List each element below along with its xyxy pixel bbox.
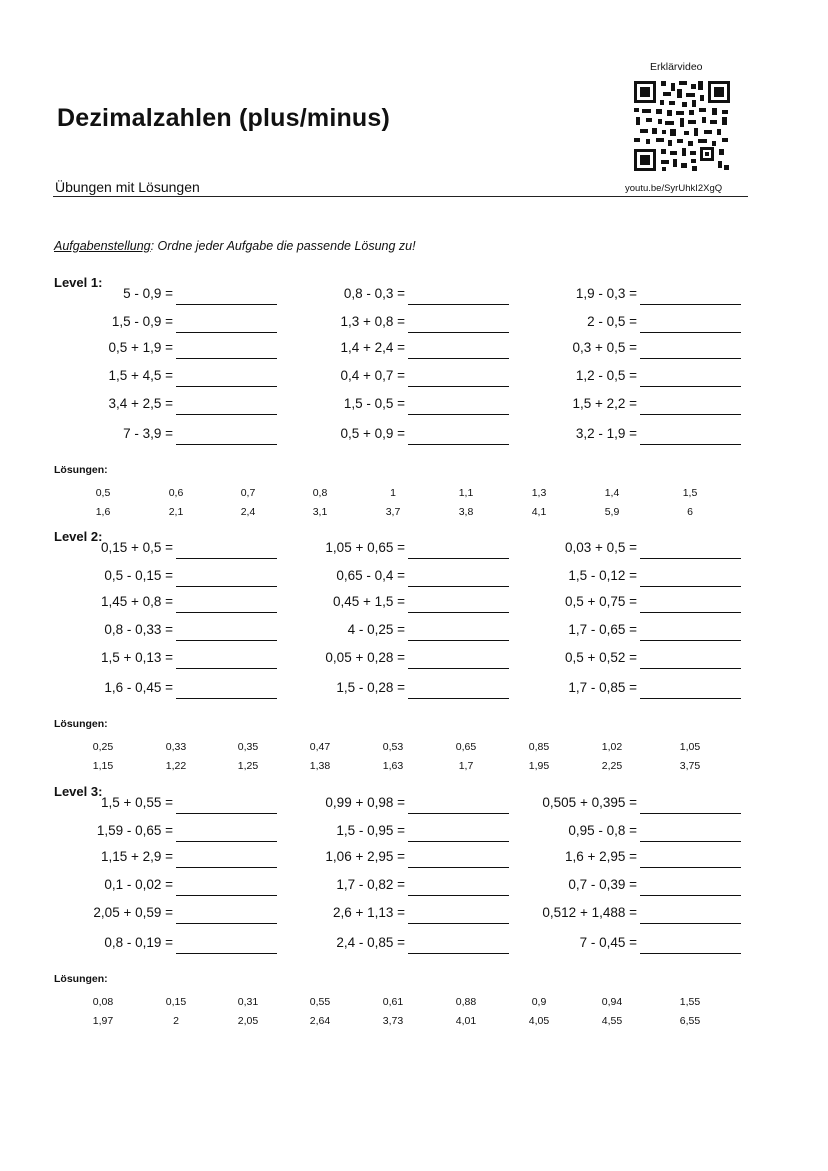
- problem-expression: 1,06 + 2,95 =: [325, 849, 405, 864]
- answer-line[interactable]: [640, 640, 741, 641]
- problem-expression: 0,5 + 0,52 =: [564, 650, 637, 665]
- solution-value: 4,01: [455, 1015, 477, 1027]
- qr-caption: Erklärvideo: [650, 61, 703, 73]
- answer-line[interactable]: [176, 612, 277, 613]
- problem-expression: 7 - 0,45 =: [579, 935, 637, 950]
- answer-line[interactable]: [640, 444, 741, 445]
- answer-line[interactable]: [408, 332, 509, 333]
- solution-value: 3,1: [312, 506, 328, 518]
- solution-value: 3,7: [385, 506, 401, 518]
- answer-line[interactable]: [408, 668, 509, 669]
- solution-value: 2,4: [240, 506, 256, 518]
- answer-line[interactable]: [408, 841, 509, 842]
- solution-value: 2: [173, 1015, 179, 1027]
- problem-expression: 0,5 + 0,9 =: [340, 426, 405, 441]
- solution-value: 0,94: [601, 996, 623, 1008]
- solution-value: 0,53: [382, 741, 404, 753]
- answer-line[interactable]: [176, 304, 277, 305]
- answer-line[interactable]: [176, 813, 277, 814]
- answer-line[interactable]: [408, 895, 509, 896]
- answer-line[interactable]: [176, 698, 277, 699]
- answer-line[interactable]: [176, 444, 277, 445]
- problem-expression: 2,05 + 0,59 =: [93, 905, 173, 920]
- answer-line[interactable]: [176, 923, 277, 924]
- problem-expression: 7 - 3,9 =: [123, 426, 173, 441]
- problem-expression: 1,9 - 0,3 =: [575, 286, 637, 301]
- level-label: Level 2:: [54, 529, 103, 544]
- solution-value: 2,1: [168, 506, 184, 518]
- answer-line[interactable]: [176, 586, 277, 587]
- solution-value: 4,1: [531, 506, 547, 518]
- answer-line[interactable]: [176, 358, 277, 359]
- problem-expression: 1,2 - 0,5 =: [575, 368, 637, 383]
- answer-line[interactable]: [176, 953, 277, 954]
- solution-value: 1,63: [382, 760, 404, 772]
- solution-value: 0,65: [455, 741, 477, 753]
- problem-expression: 0,5 - 0,15 =: [104, 568, 173, 583]
- qr-code-icon[interactable]: [634, 81, 730, 171]
- solutions-label: Lösungen:: [54, 718, 108, 730]
- solution-value: 0,9: [531, 996, 547, 1008]
- answer-line[interactable]: [408, 640, 509, 641]
- answer-line[interactable]: [176, 895, 277, 896]
- problem-expression: 1,5 - 0,12 =: [568, 568, 637, 583]
- solution-value: 2,64: [309, 1015, 331, 1027]
- answer-line[interactable]: [640, 558, 741, 559]
- problem-expression: 0,05 + 0,28 =: [325, 650, 405, 665]
- problem-expression: 1,5 + 0,55 =: [100, 795, 173, 810]
- answer-line[interactable]: [176, 332, 277, 333]
- solution-value: 0,31: [237, 996, 259, 1008]
- problem-expression: 1,7 - 0,82 =: [336, 877, 405, 892]
- solution-value: 4,55: [601, 1015, 623, 1027]
- solutions-label: Lösungen:: [54, 973, 108, 985]
- solution-value: 1,02: [601, 741, 623, 753]
- problem-expression: 2,4 - 0,85 =: [336, 935, 405, 950]
- problem-expression: 4 - 0,25 =: [347, 622, 405, 637]
- solution-value: 0,6: [168, 487, 184, 499]
- solution-value: 4,05: [528, 1015, 550, 1027]
- solution-value: 0,55: [309, 996, 331, 1008]
- answer-line[interactable]: [640, 895, 741, 896]
- answer-line[interactable]: [408, 444, 509, 445]
- problem-expression: 0,8 - 0,19 =: [104, 935, 173, 950]
- answer-line[interactable]: [408, 358, 509, 359]
- qr-url: youtu.be/SyrUhkI2XgQ: [625, 183, 723, 194]
- solution-value: 0,33: [165, 741, 187, 753]
- answer-line[interactable]: [640, 304, 741, 305]
- answer-line[interactable]: [408, 813, 509, 814]
- solution-value: 2,25: [601, 760, 623, 772]
- solution-value: 1,6: [95, 506, 111, 518]
- problem-expression: 0,45 + 1,5 =: [332, 594, 405, 609]
- problem-expression: 1,7 - 0,65 =: [568, 622, 637, 637]
- solution-value: 3,73: [382, 1015, 404, 1027]
- problem-expression: 0,5 + 1,9 =: [108, 340, 173, 355]
- problem-expression: 1,5 - 0,5 =: [343, 396, 405, 411]
- answer-line[interactable]: [640, 332, 741, 333]
- solution-value: 1,05: [679, 741, 701, 753]
- problem-expression: 2 - 0,5 =: [587, 314, 637, 329]
- problem-expression: 1,59 - 0,65 =: [96, 823, 173, 838]
- problem-expression: 2,6 + 1,13 =: [332, 905, 405, 920]
- problem-expression: 1,15 + 2,9 =: [100, 849, 173, 864]
- problem-expression: 0,505 + 0,395 =: [542, 795, 637, 810]
- problem-expression: 5 - 0,9 =: [123, 286, 173, 301]
- problem-expression: 1,4 + 2,4 =: [340, 340, 405, 355]
- page-title: Dezimalzahlen (plus/minus): [57, 104, 391, 132]
- level-label: Level 1:: [54, 275, 103, 290]
- answer-line[interactable]: [408, 304, 509, 305]
- answer-line[interactable]: [176, 867, 277, 868]
- answer-line[interactable]: [640, 414, 741, 415]
- answer-line[interactable]: [640, 668, 741, 669]
- solution-value: 0,7: [240, 487, 256, 499]
- answer-line[interactable]: [176, 414, 277, 415]
- answer-line[interactable]: [408, 923, 509, 924]
- answer-line[interactable]: [640, 813, 741, 814]
- solution-value: 3,75: [679, 760, 701, 772]
- answer-line[interactable]: [408, 612, 509, 613]
- solution-value: 0,08: [92, 996, 114, 1008]
- problem-expression: 1,45 + 0,8 =: [100, 594, 173, 609]
- answer-line[interactable]: [408, 867, 509, 868]
- answer-line[interactable]: [408, 414, 509, 415]
- problem-expression: 0,95 - 0,8 =: [568, 823, 637, 838]
- solution-value: 0,47: [309, 741, 331, 753]
- solution-value: 0,15: [165, 996, 187, 1008]
- page-subtitle: Übungen mit Lösungen: [55, 179, 200, 195]
- answer-line[interactable]: [408, 586, 509, 587]
- instruction-label: Aufgabenstellung: [54, 239, 151, 253]
- problem-expression: 1,5 - 0,95 =: [336, 823, 405, 838]
- solution-value: 2,05: [237, 1015, 259, 1027]
- answer-line[interactable]: [408, 698, 509, 699]
- problem-expression: 0,65 - 0,4 =: [336, 568, 405, 583]
- solution-value: 1: [390, 487, 396, 499]
- answer-line[interactable]: [640, 612, 741, 613]
- problem-expression: 1,7 - 0,85 =: [568, 680, 637, 695]
- problem-expression: 1,5 + 2,2 =: [572, 396, 637, 411]
- problem-expression: 1,5 + 0,13 =: [100, 650, 173, 665]
- solution-value: 3,8: [458, 506, 474, 518]
- problem-expression: 0,1 - 0,02 =: [104, 877, 173, 892]
- problem-expression: 0,7 - 0,39 =: [568, 877, 637, 892]
- answer-line[interactable]: [640, 841, 741, 842]
- answer-line[interactable]: [640, 358, 741, 359]
- header-divider: [53, 196, 748, 197]
- solution-value: 6,55: [679, 1015, 701, 1027]
- problem-expression: 3,2 - 1,9 =: [575, 426, 637, 441]
- answer-line[interactable]: [408, 386, 509, 387]
- solution-value: 1,25: [237, 760, 259, 772]
- solution-value: 0,8: [312, 487, 328, 499]
- solution-value: 1,97: [92, 1015, 114, 1027]
- problem-expression: 1,05 + 0,65 =: [325, 540, 405, 555]
- solution-value: 1,4: [604, 487, 620, 499]
- answer-line[interactable]: [640, 867, 741, 868]
- problem-expression: 1,6 + 2,95 =: [564, 849, 637, 864]
- problem-expression: 0,4 + 0,7 =: [340, 368, 405, 383]
- problem-expression: 0,03 + 0,5 =: [564, 540, 637, 555]
- instruction-text: : Ordne jeder Aufgabe die passende Lösung zu!: [150, 239, 416, 253]
- solution-value: 1,38: [309, 760, 331, 772]
- problem-expression: 0,512 + 1,488 =: [542, 905, 637, 920]
- solution-value: 1,15: [92, 760, 114, 772]
- problem-expression: 1,5 - 0,28 =: [336, 680, 405, 695]
- answer-line[interactable]: [176, 841, 277, 842]
- answer-line[interactable]: [408, 558, 509, 559]
- problem-expression: 3,4 + 2,5 =: [108, 396, 173, 411]
- solution-value: 6: [687, 506, 693, 518]
- solutions-label: Lösungen:: [54, 464, 108, 476]
- problem-expression: 0,3 + 0,5 =: [572, 340, 637, 355]
- problem-expression: 1,5 - 0,9 =: [111, 314, 173, 329]
- problem-expression: 0,99 + 0,98 =: [325, 795, 405, 810]
- answer-line[interactable]: [408, 953, 509, 954]
- problem-expression: 1,5 + 4,5 =: [108, 368, 173, 383]
- problem-expression: 0,15 + 0,5 =: [100, 540, 173, 555]
- answer-line[interactable]: [640, 386, 741, 387]
- answer-line[interactable]: [640, 698, 741, 699]
- problem-expression: 0,8 - 0,33 =: [104, 622, 173, 637]
- problem-expression: 0,8 - 0,3 =: [343, 286, 405, 301]
- instruction: [54, 239, 416, 253]
- answer-line[interactable]: [176, 640, 277, 641]
- solution-value: 1,1: [458, 487, 474, 499]
- solution-value: 1,7: [458, 760, 474, 772]
- level-label: Level 3:: [54, 784, 103, 799]
- solution-value: 1,95: [528, 760, 550, 772]
- problem-expression: 1,3 + 0,8 =: [340, 314, 405, 329]
- solution-value: 0,5: [95, 487, 111, 499]
- answer-line[interactable]: [176, 386, 277, 387]
- solution-value: 1,22: [165, 760, 187, 772]
- solution-value: 1,5: [682, 487, 698, 499]
- solution-value: 1,55: [679, 996, 701, 1008]
- solution-value: 0,88: [455, 996, 477, 1008]
- problem-expression: 1,6 - 0,45 =: [104, 680, 173, 695]
- answer-line[interactable]: [640, 586, 741, 587]
- problem-expression: 0,5 + 0,75 =: [564, 594, 637, 609]
- answer-line[interactable]: [176, 668, 277, 669]
- solution-value: 0,61: [382, 996, 404, 1008]
- answer-line[interactable]: [176, 558, 277, 559]
- solution-value: 0,35: [237, 741, 259, 753]
- solution-value: 5,9: [604, 506, 620, 518]
- solution-value: 0,25: [92, 741, 114, 753]
- answer-line[interactable]: [640, 953, 741, 954]
- answer-line[interactable]: [640, 923, 741, 924]
- solution-value: 1,3: [531, 487, 547, 499]
- solution-value: 0,85: [528, 741, 550, 753]
